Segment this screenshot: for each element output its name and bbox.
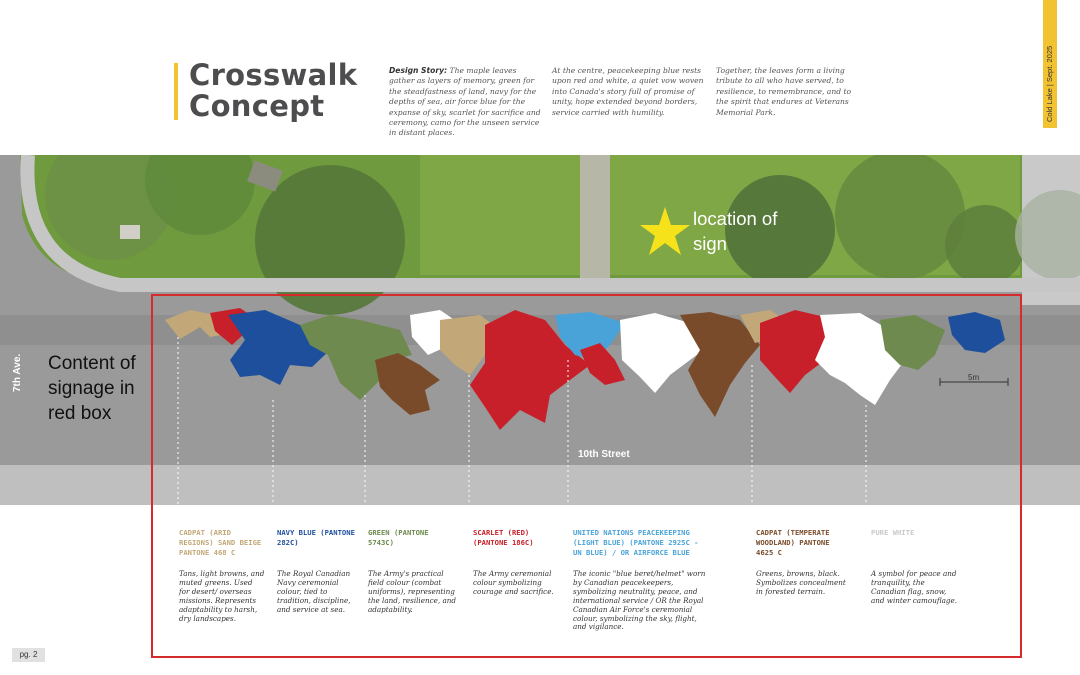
legend-title: GREEN (PANTONE 5743C) [368, 528, 429, 547]
legend-description: Tans, light browns, and muted greens. Used for desert/ overseas missions. Represents adaptability to harsh, dry landscapes. [179, 569, 265, 623]
legend-description: The Royal Canadian Navy ceremonial colour, tied to tradition, discipline, and service at sea. [277, 569, 351, 614]
legend-title: SCARLET (RED) (PANTONE 186C) [473, 528, 534, 547]
design-story-label: Design Story: [389, 66, 448, 75]
legend-item-sand-beige [179, 528, 265, 623]
legend-description: The Army's practical field colour (combat uniforms), representing the land, resilience, and adaptability. [368, 569, 456, 614]
red-box-caption [48, 351, 136, 426]
title-line-1: Crosswalk [189, 58, 358, 92]
legend-item-white [871, 528, 959, 606]
legend-description: A symbol for peace and tranquility, the Canadian flag, snow, and winter camouflage. [871, 569, 958, 605]
legend-title: NAVY BLUE (PANTONE 282C) [277, 528, 355, 547]
sign-location-label [693, 206, 777, 256]
design-story-column-3 [716, 66, 861, 118]
legend-title: PURE WHITE [871, 528, 915, 537]
legend-description: The Army ceremonial colour symbolizing courage and sacrifice. [473, 569, 554, 596]
legend-description: Greens, browns, black. Symbolizes concealment in forested terrain. [756, 569, 846, 596]
sign-location-label-line-2: sign [693, 233, 727, 254]
south-sidewalk [0, 465, 1080, 505]
title-line-2: Concept [189, 89, 325, 123]
side-tab [1043, 0, 1057, 128]
site-plan [0, 155, 1080, 505]
sign-location-label-line-1: location of [693, 208, 778, 229]
street-label: 10th Street [578, 449, 630, 460]
design-story-text-1: The maple leaves gather as layers of memory, green for the steadfastness of land, navy for the depths of sea, air force blue for the expanse of sky, scarlet for sacrifice and ceremony, camo for the unseen service in distant places. [389, 66, 541, 138]
legend-item-green [368, 528, 458, 615]
tree [255, 165, 405, 315]
side-tab-text: Cold Lake | Sept. 2025 [1045, 45, 1054, 122]
design-story-column-1 [389, 66, 544, 139]
park-walkway [580, 155, 610, 283]
page-title [189, 60, 357, 122]
red-box-caption-line-2: signage in [48, 378, 135, 399]
tree [945, 205, 1025, 285]
park-fixture [120, 225, 140, 239]
page-number: pg. 2 [12, 648, 45, 662]
legend-title: CADPAT (ARID REGIONS) SAND BEIGE PANTONE 468 C [179, 528, 262, 557]
legend-item-un-blue [573, 528, 711, 632]
scale-label: 5m [968, 373, 980, 382]
avenue-label: 7th Ave. [12, 353, 23, 392]
legend-description: The iconic "blue beret/helmet" worn by Canadian peacekeepers, symbolizing neutrality, peace, and international service / OR the Royal Canadian Air Force's ceremonial colour, symbolizing the sky, flight, and vigilance. [573, 569, 706, 632]
tree [835, 155, 965, 280]
legend-title: CADPAT (TEMPERATE WOODLAND) PANTONE 4625 C [756, 528, 830, 557]
title-accent-bar [174, 63, 178, 120]
legend-item-scarlet [473, 528, 555, 597]
design-story-text-2: At the centre, peacekeeping blue rests upon red and white, a quiet vow woven into Canada's story full of promise of unity, hope extended beyond borders, service carried with humility. [552, 66, 704, 117]
legend-item-woodland [756, 528, 846, 597]
legend-item-navy-blue [277, 528, 357, 615]
design-story-column-2 [552, 66, 704, 118]
red-box-caption-line-1: Content of [48, 353, 136, 374]
red-box-caption-line-3: red box [48, 403, 112, 424]
legend-title: UNITED NATIONS PEACEKEEPING (LIGHT BLUE) (PANTONE 2925C - UN BLUE) / OR AIRFORCE BLUE [573, 528, 699, 557]
design-story-text-3: Together, the leaves form a living tribute to all who have served, to resilience, to remembrance, and to the spirit that endures at Veterans Memorial Park. [716, 66, 852, 117]
